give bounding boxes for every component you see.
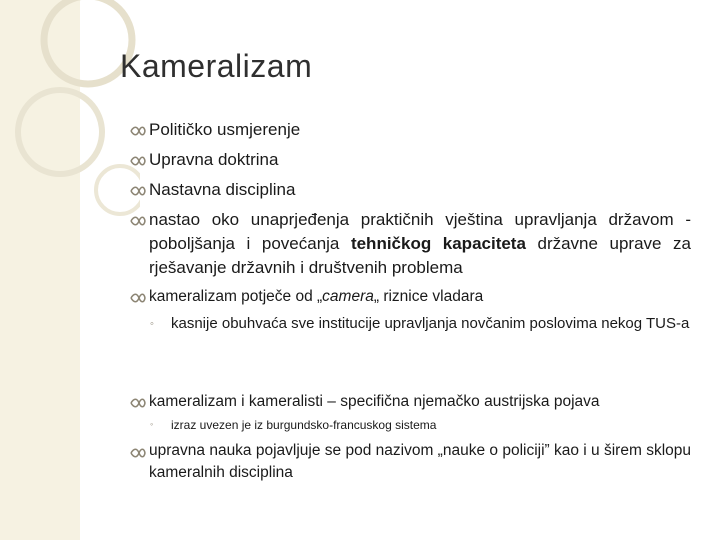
bullet-text-part: „ riznice vladara — [373, 288, 484, 305]
bullet-text: Upravna doktrina — [149, 150, 279, 169]
ribbon-bullet-icon — [130, 125, 142, 137]
bullet-text — [149, 286, 483, 308]
sub-bullet-text: kasnije obuhvaća sve institucije upravljanja novčanim poslovima nekog TUS-a — [171, 315, 690, 332]
bullet-text-italic: camera — [322, 288, 374, 305]
slide-title: Kameralizam — [120, 48, 313, 84]
ribbon-bullet-icon — [130, 397, 142, 409]
ribbon-bullet-icon — [130, 215, 142, 227]
bullet-text: kameralizam i kameralisti – specifična njemačko austrijska pojava — [149, 393, 600, 410]
ribbon-bullet-icon — [130, 292, 142, 304]
ribbon-bullet-icon — [130, 155, 142, 167]
bullet-text-part: nastao oko unaprjeđenja praktičnih vještina upravljanja državom - poboljšanja i povećanja — [149, 210, 691, 253]
sub-bullet-icon: ◦ — [150, 318, 154, 330]
bullet-text: Političko usmjerenje — [149, 120, 301, 139]
ribbon-bullet-icon — [130, 447, 142, 459]
sub-bullet-text: izraz uvezen je iz burgundsko-francuskog sistema — [171, 418, 437, 432]
sub-bullet-icon: ◦ — [150, 419, 154, 429]
bullet-text — [149, 208, 691, 280]
bullet-text-bold: tehničkog kapaciteta — [350, 234, 526, 253]
ribbon-bullet-icon — [130, 185, 142, 197]
bullet-text-part: državne uprave za rješavanje državnih i društvenih problema — [149, 234, 691, 277]
bullet-text: upravna nauka pojavljuje se pod nazivom „nauke o policiji” kao i u širem sklopu kameralnih disciplina — [149, 442, 691, 481]
bullet-text-part: kameralizam potječe od „ — [149, 288, 323, 305]
bullet-text: Nastavna disciplina — [149, 180, 296, 199]
